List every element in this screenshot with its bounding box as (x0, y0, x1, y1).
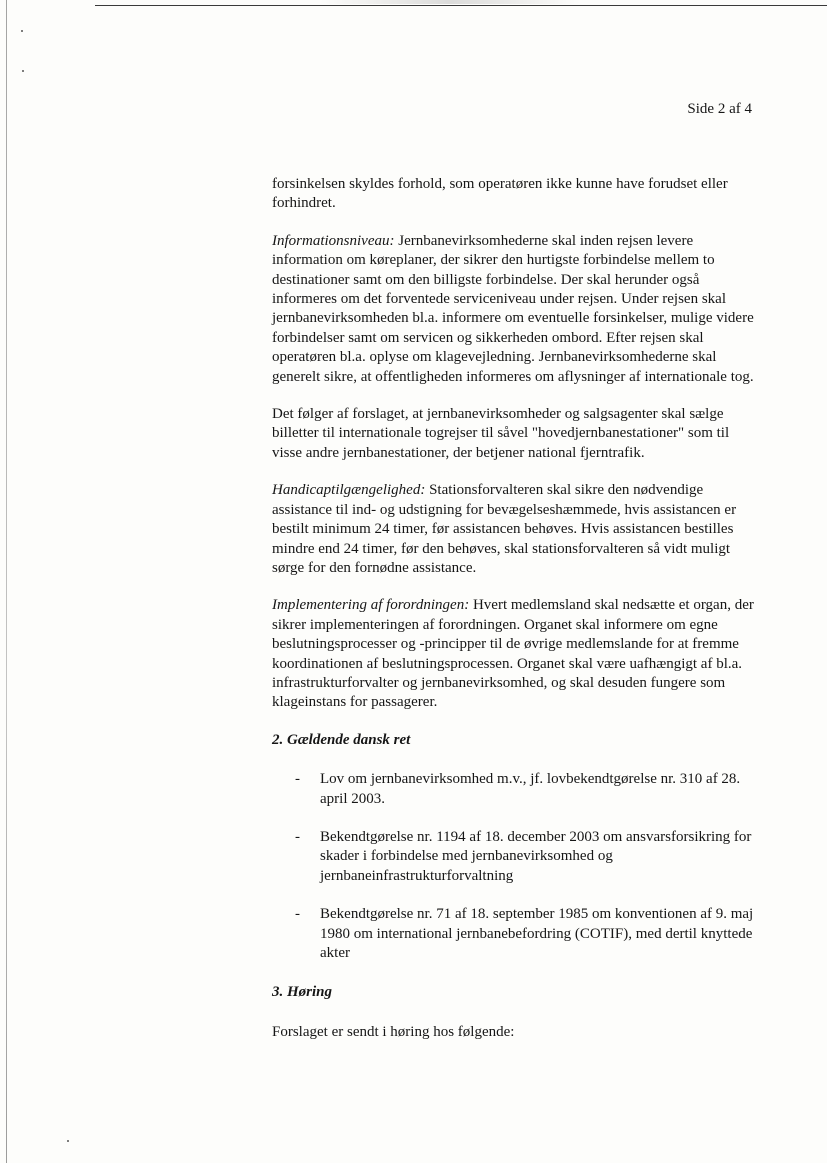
section-heading: 3. Høring (272, 984, 333, 1001)
paragraph-lead: Handicaptilgængelighed: (272, 482, 426, 499)
list-item-text: Bekendtgørelse nr. 71 af 18. september 1985 om konventionen af 9. maj 1980 om international jernbanebefordring (COTIF), med dertil knyttede akter (320, 906, 754, 961)
list-item (272, 770, 757, 809)
scan-edge-left (6, 0, 7, 1163)
scan-speck (21, 30, 23, 32)
paragraph (272, 175, 757, 214)
paragraph-text: Stationsforvalteren skal sikre den nødvendige assistance til ind- og udstigning for bevægelseshæmmede, hvis assistancen er bestilt minimum 24 timer, før assistancen behøves. Hvis assistancen bestilles mindre end 24 timer, før den behøves, skal stationsforvalteren så vidt muligt sørge for den fornødne assistance. (272, 482, 737, 576)
list-dash: - (295, 828, 300, 845)
law-list (272, 770, 757, 963)
list-item (272, 828, 757, 886)
paragraph-implementering (272, 596, 757, 712)
scan-smudge (320, 0, 580, 4)
scan-speck (67, 1140, 69, 1142)
paragraph-text: Det følger af forslaget, at jernbanevirksomheder og salgsagenter skal sælge billetter til internationale togrejser til såvel "hovedjernbanestationer" som til visse andre jernbanestationer, der betjener national fjerntrafik. (272, 406, 730, 461)
scan-speck (22, 70, 24, 72)
scan-edge-top (95, 5, 827, 6)
list-dash: - (295, 771, 300, 788)
list-dash: - (295, 906, 300, 923)
page-number: Side 2 af 4 (687, 101, 752, 117)
paragraph: Forslaget er sendt i høring hos følgende: (272, 1023, 515, 1040)
list-item-text: Bekendtgørelse nr. 1194 af 18. december 2003 om ansvarsforsikring for skader i forbindelse med jernbanevirksomhed og jernbaneinfrastrukturforvaltning (320, 828, 752, 884)
list-item-text: Lov om jernbanevirksomhed m.v., jf. lovbekendtgørelse nr. 310 af 28. april 2003. (320, 771, 741, 807)
document-body (272, 175, 757, 1060)
section-heading: 2. Gældende dansk ret (272, 731, 411, 748)
paragraph-text: Jernbanevirksomhederne skal inden rejsen levere information om køreplaner, der sikrer den hurtigste forbindelse mellem to destinationer samt om den billigste forbindelse. Der skal herunder også informeres om det forventede serviceniveau under rejsen. Under rejsen skal jernbanevirksomheden bl.a. informere om eventuelle forsinkelser, mulige videre forbindelser samt om servicen og sikkerheden ombord. Efter rejsen skal operatøren bl.a. oplyse om klagevejledning. Jernbanevirksomhederne skal generelt sikre, at offentligheden informeres om aflysninger af internationale tog. (272, 232, 754, 385)
list-item (272, 905, 757, 963)
paragraph-text: Hvert medlemsland skal nedsætte et organ, der sikrer implementeringen af forordningen. Organet skal informere om egne beslutningsprocesser og -principper til de øvrige medlemslande for at fremme koordinationen af beslutningsprocessen. Organet skal være uafhængigt af bl.a. infrastrukturforvalter og jernbanevirksomhed, og skal desuden fungere som klageinstans for passagerer. (272, 597, 754, 711)
paragraph-handicaptilgaengelighed (272, 481, 757, 578)
paragraph-text: forsinkelsen skyldes forhold, som operatøren ikke kunne have forudset eller forhindret. (272, 176, 728, 212)
paragraph-informationsniveau (272, 232, 757, 387)
paragraph (272, 405, 757, 463)
paragraph-lead: Informationsniveau: (272, 232, 395, 249)
paragraph-lead: Implementering af forordningen: (272, 597, 470, 614)
